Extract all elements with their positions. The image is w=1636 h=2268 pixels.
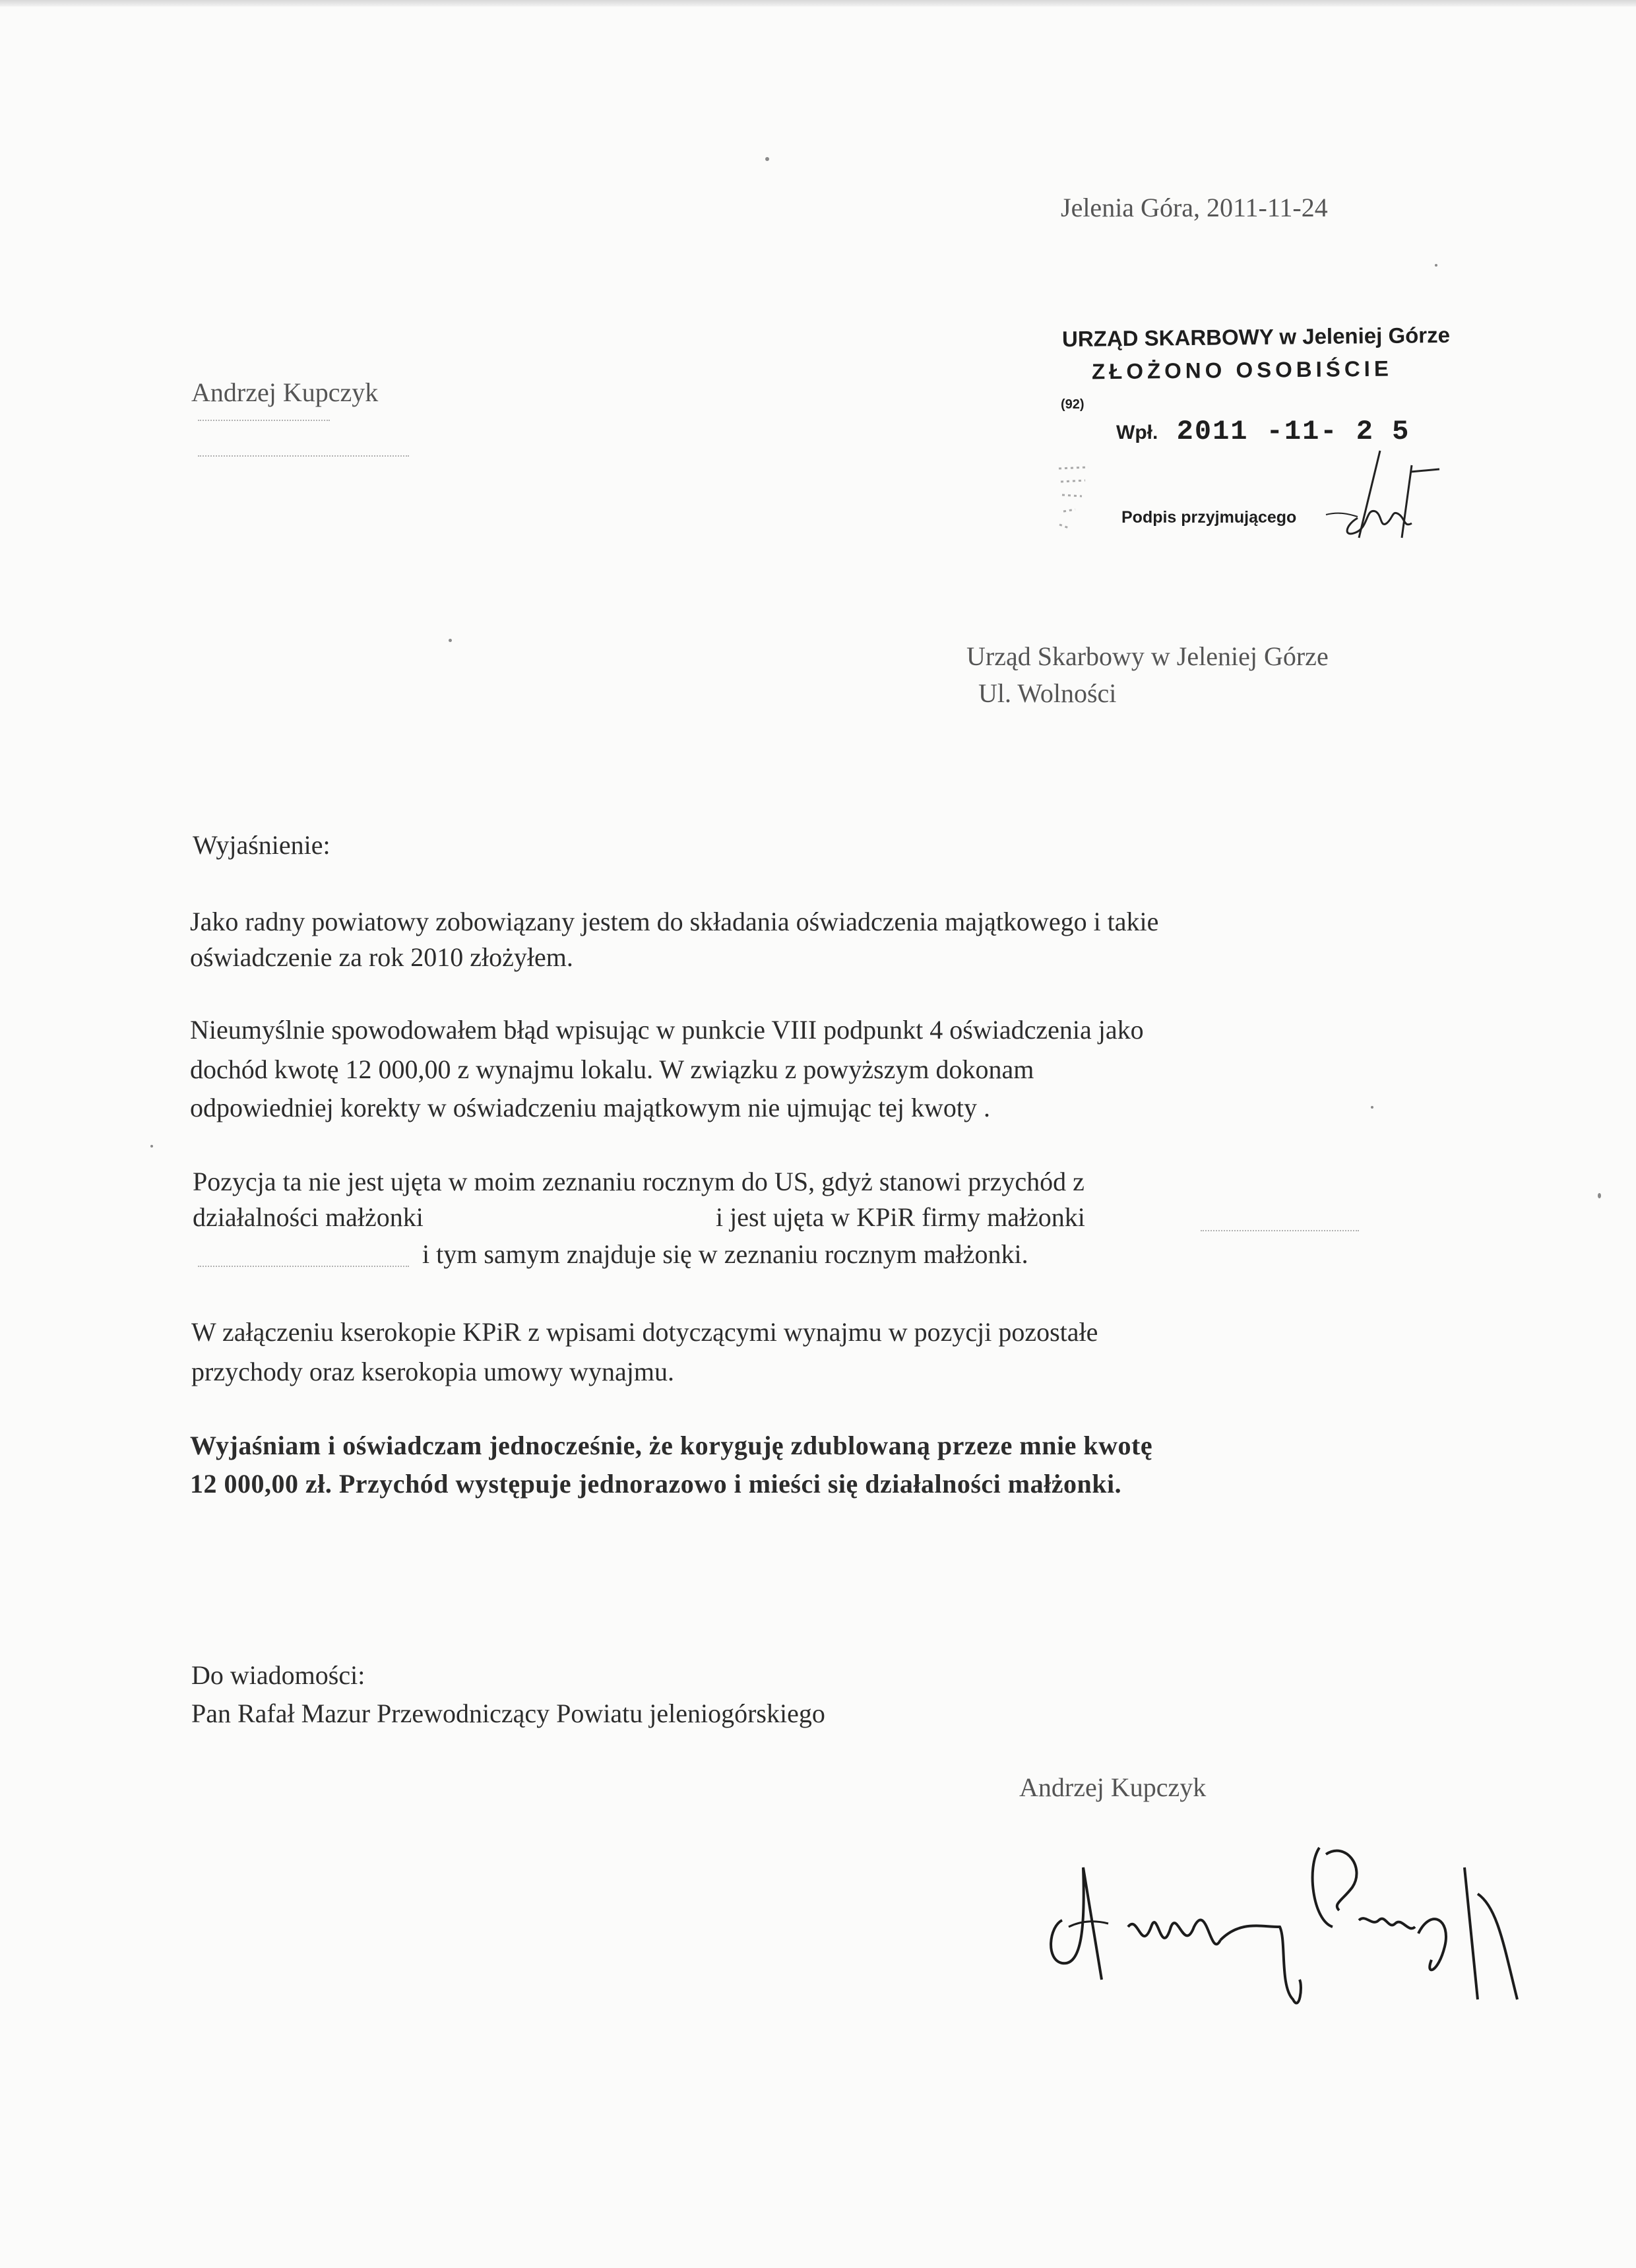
paragraph-2-line: Nieumyślnie spowodowałem błąd wpisując w punkcie VIII podpunkt 4 oświadczenia jako: [190, 1015, 1144, 1045]
stamp-received: [1116, 416, 1410, 447]
place-date: Jelenia Góra, 2011-11-24: [1061, 193, 1328, 222]
redacted-name: [198, 1266, 409, 1267]
handwritten-signature: [1042, 1828, 1544, 2026]
receipt-stamp: [1055, 317, 1464, 567]
stamp-code: (92): [1061, 397, 1085, 412]
paragraph-3-line: działalności małżonki: [193, 1202, 424, 1232]
paragraph-1-line: oświadczenie za rok 2010 złożyłem.: [190, 942, 573, 972]
redacted-address-line: [198, 455, 409, 457]
scan-speck: [449, 639, 452, 642]
scan-speck: [150, 1145, 153, 1148]
paragraph-4-line: przychody oraz kserokopia umowy wynajmu.: [191, 1357, 675, 1386]
cc-label: Do wiadomości:: [191, 1660, 365, 1690]
paragraph-2-line: dochód kwotę 12 000,00 z wynajmu lokalu. W związku z powyższym dokonam: [190, 1054, 1034, 1084]
stamp-received-label: Wpł.: [1116, 422, 1158, 443]
paragraph-3-line: i tym samym znajduje się w zeznaniu rocznym małżonki.: [422, 1239, 1028, 1269]
scan-edge: [0, 0, 1636, 7]
sender-name: Andrzej Kupczyk: [191, 377, 379, 407]
redacted-address-line: [198, 420, 330, 421]
recipient-line-1: Urząd Skarbowy w Jeleniej Górze: [966, 641, 1329, 671]
heading: Wyjaśnienie:: [193, 830, 330, 860]
scan-speck: [1598, 1193, 1601, 1198]
paragraph-2-line: odpowiedniej korekty w oświadczeniu majątkowym nie ujmując tej kwoty .: [190, 1093, 991, 1122]
scan-speck: [1435, 264, 1437, 267]
recipient-line-2: Ul. Wolności: [978, 678, 1117, 708]
paragraph-4-line: W załączeniu kserokopie KPiR z wpisami dotyczącymi wynajmu w pozycji pozostałe: [191, 1317, 1098, 1347]
stamp-office: URZĄD SKARBOWY w Jeleniej Górze: [1061, 322, 1451, 352]
paragraph-3-line: i jest ujęta w KPiR firmy małżonki: [716, 1202, 1085, 1232]
signature-name: Andrzej Kupczyk: [1019, 1772, 1207, 1802]
paragraph-3-line: Pozycja ta nie jest ujęta w moim zeznaniu rocznym do US, gdyż stanowi przychód z: [193, 1167, 1085, 1196]
scan-speck: [765, 157, 769, 161]
stamp-status: ZŁOŻONO OSOBIŚCIE: [1091, 356, 1393, 384]
cc-person: Pan Rafał Mazur Przewodniczący Powiatu jeleniogórskiego: [191, 1699, 825, 1728]
redacted-name: [1201, 1230, 1359, 1231]
stamp-received-date: 2011 -11- 2 5: [1176, 416, 1410, 447]
stamp-smudge: [1055, 462, 1102, 541]
paragraph-5-line: 12 000,00 zł. Przychód występuje jednorazowo i mieści się działalności małżonki.: [190, 1469, 1122, 1499]
stamp-receiver-label: Podpis przyjmującego: [1121, 508, 1297, 527]
paragraph-1-line: Jako radny powiatowy zobowiązany jestem do składania oświadczenia majątkowego i takie: [190, 907, 1159, 936]
receiver-signature: [1319, 445, 1445, 544]
paragraph-5-line: Wyjaśniam i oświadczam jednocześnie, że koryguję zdublowaną przeze mnie kwotę: [190, 1431, 1153, 1460]
scan-speck: [1371, 1106, 1373, 1109]
